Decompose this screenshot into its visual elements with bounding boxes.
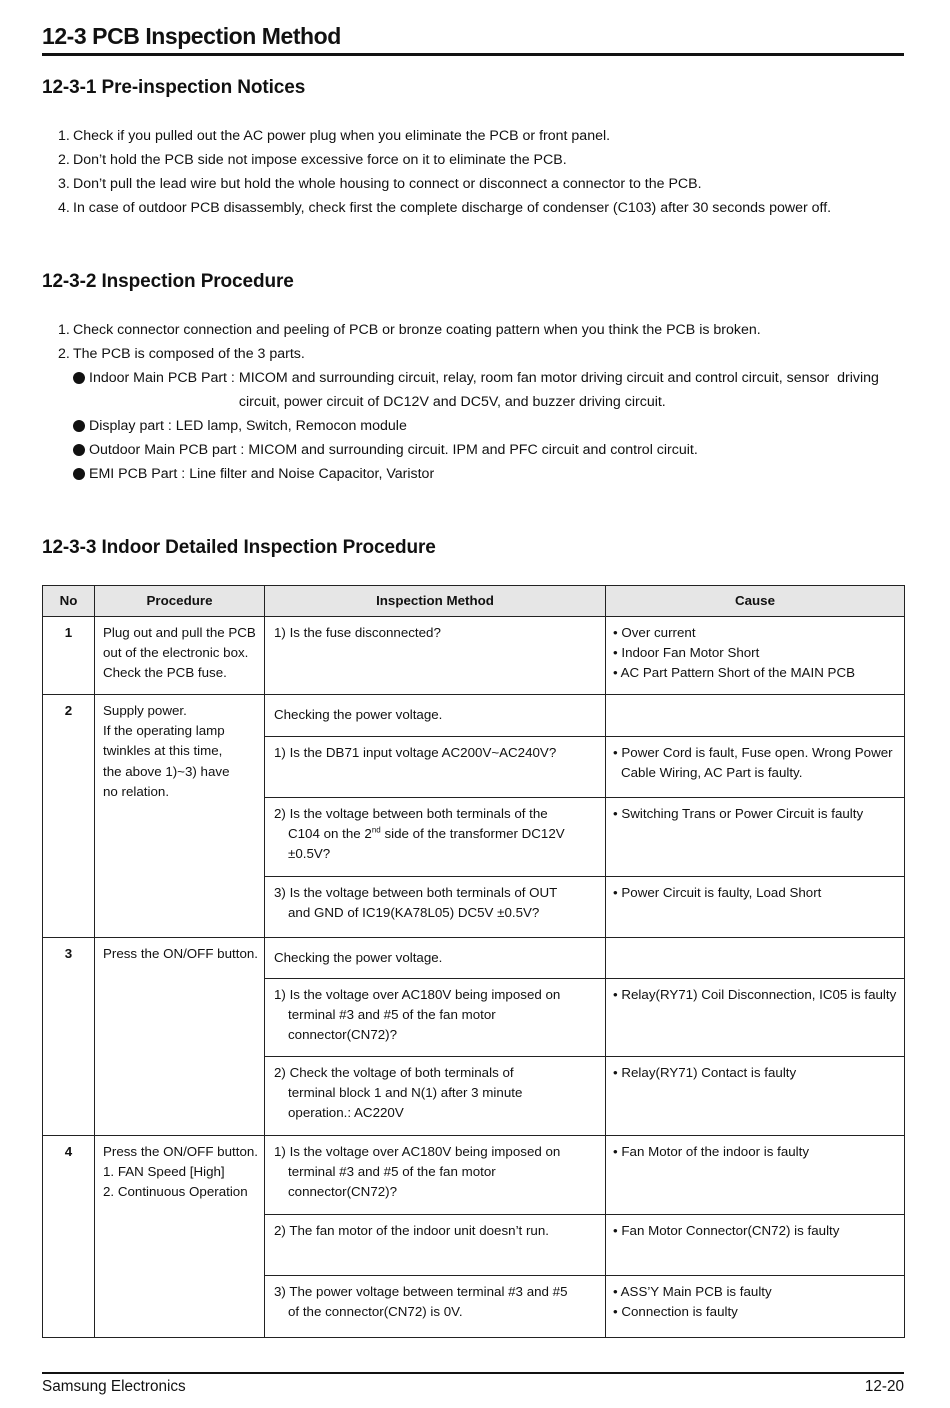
bullet-item [58, 366, 879, 414]
procedure-line: Press the ON/OFF button. [103, 946, 258, 961]
bullet-text [189, 462, 434, 486]
bullet-label: EMI PCB Part : [89, 466, 186, 482]
header-procedure: Procedure [95, 586, 265, 617]
cause-cell [606, 1136, 905, 1215]
bullet-text [248, 438, 697, 462]
inspection-method-cell [265, 938, 606, 979]
procedure-line: Press the ON/OFF button. [103, 1144, 258, 1159]
cause-cell [606, 737, 905, 798]
row-number: 1 [43, 617, 95, 695]
procedure-line: 1. FAN Speed [High] [103, 1164, 225, 1180]
procedure-line: Check the PCB fuse. [103, 665, 227, 681]
section-heading-indoor-detailed: 12-3-3 Indoor Detailed Inspection Procedure [42, 537, 436, 558]
procedure-line: Plug out and pull the PCB [103, 625, 256, 640]
list-text: Don’t hold the PCB side not impose excessive force on it to eliminate the PCB. [73, 152, 567, 168]
cause-line: Cable Wiring, AC Part is faulty. [621, 765, 803, 781]
method-line: connector(CN72)? [288, 1027, 398, 1043]
bullet-icon [73, 420, 85, 432]
method-line: terminal #3 and #5 of the fan motor [288, 1164, 496, 1180]
method-line: 1) Is the DB71 input voltage AC200V~AC240V? [274, 745, 557, 760]
bullet-item [58, 414, 879, 438]
inspection-method-cell [265, 798, 606, 877]
bullet-icon [73, 444, 85, 456]
cause-line: • Connection is faulty [613, 1304, 738, 1320]
cause-cell [606, 877, 905, 938]
method-line: 1) Is the fuse disconnected? [274, 625, 441, 640]
footer-rule [42, 1372, 904, 1374]
list-text: Check if you pulled out the AC power plug when you eliminate the PCB or front panel. [73, 128, 611, 144]
inspection-method-cell [265, 737, 606, 798]
cause-line: • Relay(RY71) Contact is faulty [613, 1065, 797, 1080]
procedure-line: the above 1)~3) have [103, 763, 230, 779]
list-item [58, 342, 879, 366]
procedure-line: out of the electronic box. [103, 645, 249, 661]
method-line: 2) Is the voltage between both terminals of the [274, 806, 548, 821]
bullet-line: Line filter and Noise Capacitor, Varistor [189, 466, 435, 482]
procedure-line: 2. Continuous Operation [103, 1184, 248, 1200]
cause-line: • ASS’Y Main PCB is faulty [613, 1284, 772, 1299]
list-number: 1. [58, 322, 70, 338]
method-line: terminal block 1 and N(1) after 3 minute [288, 1085, 523, 1101]
inspection-method-cell [265, 979, 606, 1057]
method-line [274, 824, 597, 844]
inspection-method-cell [265, 617, 606, 695]
method-line: Checking the power voltage. [274, 949, 443, 965]
list-number: 2. [58, 152, 70, 168]
list-item [58, 124, 831, 148]
cause-line: • Relay(RY71) Coil Disconnection, IC05 is faulty [613, 987, 897, 1002]
bullet-item [58, 438, 879, 462]
bullet-item [58, 462, 879, 486]
method-line: connector(CN72)? [288, 1184, 398, 1200]
method-line: 3) Is the voltage between both terminals of OUT [274, 885, 558, 900]
cause-cell [606, 1215, 905, 1276]
header-no: No [43, 586, 95, 617]
cause-line: • Power Cord is fault, Fuse open. Wrong Power [613, 745, 893, 760]
list-item [58, 148, 831, 172]
method-line: of the connector(CN72) is 0V. [288, 1304, 463, 1320]
cause-cell [606, 798, 905, 877]
table-body [43, 617, 905, 1338]
method-line: and GND of IC19(KA78L05) DC5V ±0.5V? [288, 905, 540, 921]
bullet-line: MICOM and surrounding circuit, relay, room fan motor driving circuit and control circuit, sensor driving [238, 370, 879, 386]
procedure-cell [95, 938, 265, 1136]
method-text: C104 on the 2 [288, 826, 372, 842]
list-number: 1. [58, 128, 70, 144]
bullet-label: Indoor Main PCB Part : [89, 370, 235, 386]
footer-page-number: 12-20 [864, 1378, 904, 1395]
bullet-icon [73, 372, 85, 384]
superscript: nd [371, 825, 381, 835]
footer-publisher: Samsung Electronics [42, 1378, 186, 1395]
method-line: Checking the power voltage. [274, 707, 443, 723]
header-inspection-method: Inspection Method [265, 586, 606, 617]
section-heading-pre-inspection: 12-3-1 Pre-inspection Notices [42, 77, 306, 98]
inspection-method-cell [265, 1057, 606, 1136]
inspection-method-cell [265, 1136, 606, 1215]
cause-cell [606, 1276, 905, 1338]
inspection-method-cell [265, 1276, 606, 1338]
method-line: 2) Check the voltage of both terminals of [274, 1065, 514, 1080]
cause-line: • Switching Trans or Power Circuit is faulty [613, 806, 864, 821]
bullet-text [239, 366, 879, 414]
procedure-line: twinkles at this time, [103, 743, 223, 759]
method-text: side of the transformer DC12V [380, 826, 565, 842]
cause-cell [606, 617, 905, 695]
page-title: 12-3 PCB Inspection Method [42, 23, 341, 49]
method-line: 1) Is the voltage over AC180V being imposed on [274, 987, 561, 1002]
list-item [58, 172, 831, 196]
cause-line: • Power Circuit is faulty, Load Short [613, 885, 822, 900]
list-text: The PCB is composed of the 3 parts. [73, 346, 305, 362]
procedure-cell [95, 617, 265, 695]
section-heading-inspection-procedure: 12-3-2 Inspection Procedure [42, 271, 294, 292]
table-row [43, 938, 905, 979]
method-line: ±0.5V? [288, 846, 331, 862]
cause-cell [606, 979, 905, 1057]
bullet-icon [73, 468, 85, 480]
cause-cell [606, 938, 905, 979]
procedure-cell [95, 1136, 265, 1338]
row-number: 4 [43, 1136, 95, 1338]
cause-line: • Over current [613, 625, 696, 640]
table-header-row [43, 586, 905, 617]
procedure-line: Supply power. [103, 703, 187, 718]
bullet-text [176, 414, 407, 438]
title-rule [42, 53, 904, 56]
bullet-label: Display part : [89, 418, 172, 434]
method-line: 1) Is the voltage over AC180V being imposed on [274, 1144, 561, 1159]
cause-cell [606, 1057, 905, 1136]
pre-inspection-list [58, 124, 831, 220]
cause-line: • Fan Motor of the indoor is faulty [613, 1144, 810, 1159]
bullet-line: LED lamp, Switch, Remocon module [175, 418, 407, 434]
list-number: 2. [58, 346, 70, 362]
cause-cell [606, 695, 905, 737]
inspection-method-cell [265, 1215, 606, 1276]
list-text: In case of outdoor PCB disassembly, check first the complete discharge of condenser (C103) after 30 seconds power off. [73, 200, 832, 216]
procedure-line: If the operating lamp [103, 723, 225, 739]
bullet-line: circuit, power circuit of DC12V and DC5V, and buzzer driving circuit. [238, 394, 666, 410]
inspection-method-cell [265, 877, 606, 938]
method-line: 2) The fan motor of the indoor unit doesn’t run. [274, 1223, 549, 1238]
list-text: Check connector connection and peeling of PCB or bronze coating pattern when you think the PCB is broken. [73, 322, 761, 338]
method-line: operation.: AC220V [288, 1105, 404, 1121]
method-line: terminal #3 and #5 of the fan motor [288, 1007, 496, 1023]
bullet-line: MICOM and surrounding circuit. IPM and PFC circuit and control circuit. [248, 442, 698, 458]
row-number: 3 [43, 938, 95, 1136]
cause-line: • Fan Motor Connector(CN72) is faulty [613, 1223, 840, 1238]
procedure-cell [95, 695, 265, 938]
header-cause: Cause [606, 586, 905, 617]
table-row [43, 1136, 905, 1215]
list-number: 3. [58, 176, 70, 192]
list-item [58, 196, 831, 220]
list-number: 4. [58, 200, 70, 216]
table-row [43, 695, 905, 737]
inspection-table [42, 585, 905, 1338]
cause-line: • AC Part Pattern Short of the MAIN PCB [613, 665, 855, 681]
inspection-method-cell [265, 695, 606, 737]
table-row [43, 617, 905, 695]
cause-line: • Indoor Fan Motor Short [613, 645, 760, 661]
bullet-label: Outdoor Main PCB part : [89, 442, 245, 458]
list-item [58, 318, 879, 342]
list-text: Don’t pull the lead wire but hold the whole housing to connect or disconnect a connector to the PCB. [73, 176, 702, 192]
method-line: 3) The power voltage between terminal #3 and #5 [274, 1284, 568, 1299]
inspection-table-container [42, 585, 905, 1338]
procedure-line: no relation. [103, 783, 170, 799]
inspection-procedure-list [58, 318, 879, 486]
row-number: 2 [43, 695, 95, 938]
